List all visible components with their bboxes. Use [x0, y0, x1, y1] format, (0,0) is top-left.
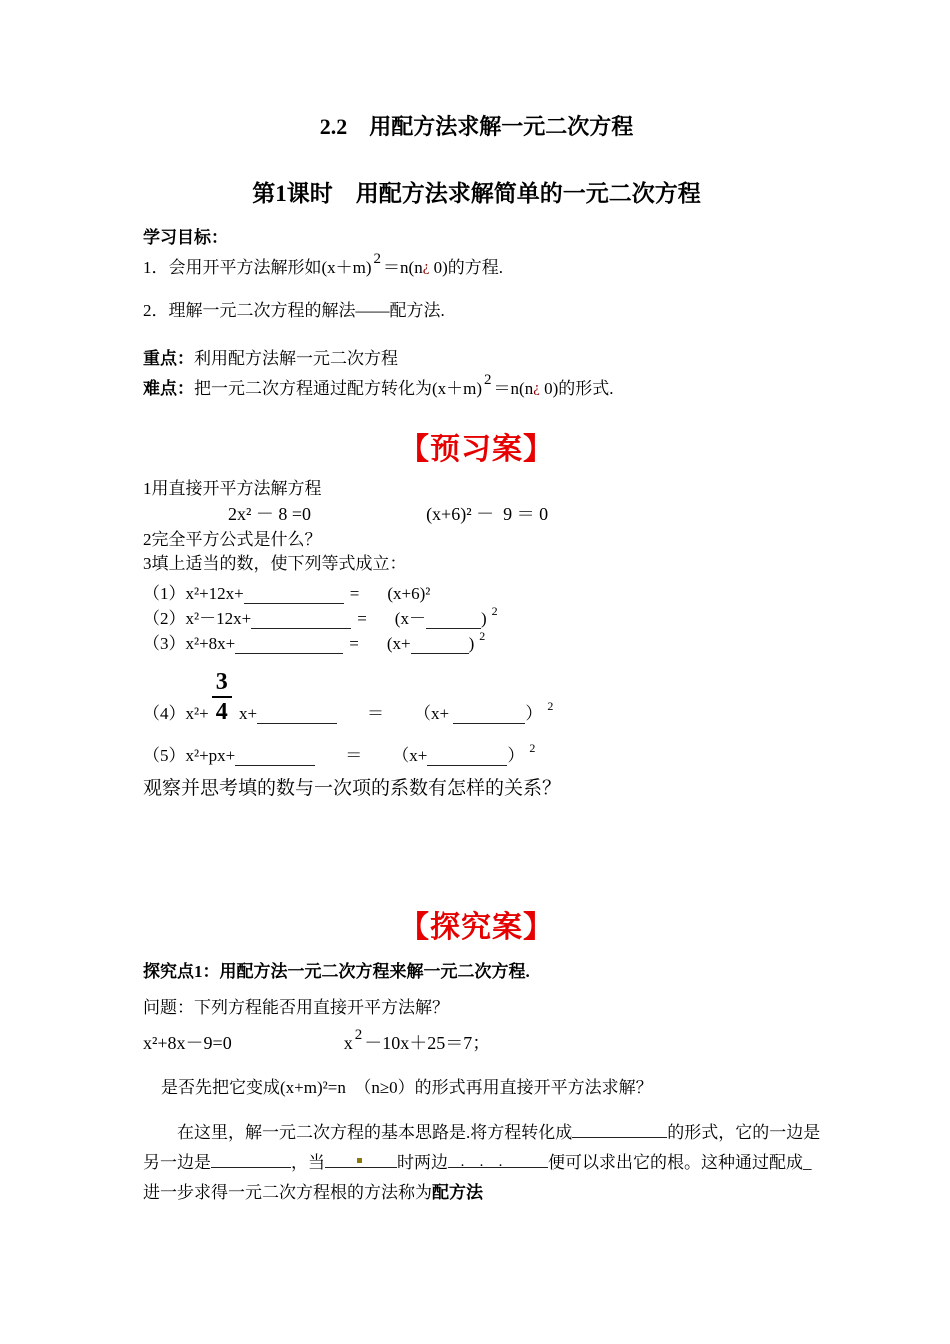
fill5-right-post: ）: [507, 746, 525, 765]
preview-q2: 2完全平方公式是什么？: [143, 530, 322, 549]
equation-1: 2x² － 8 =0: [228, 504, 312, 524]
difficulty-artifact-glyph: ¿: [533, 380, 540, 396]
fill1-left: （1）x²+12x+: [143, 584, 244, 603]
lesson-subtitle: 第1课时 用配方法求解简单的一元二次方程: [252, 181, 701, 206]
difficulty-label: 难点：: [143, 379, 194, 398]
fill4-right-pre: （x+: [414, 704, 454, 723]
key-point-text: 利用配方法解一元二次方程: [194, 349, 398, 368]
summary-line-1: [143, 1118, 821, 1148]
fill3-blank2: [411, 636, 469, 654]
fill4-exponent: 2: [547, 699, 554, 713]
observe-question: 观察并思考填的数与一次项的系数有怎样的关系？: [143, 778, 562, 799]
fill2-left: （2）x²－12x+: [143, 609, 252, 628]
goal1-artifact-glyph: ¿: [422, 259, 430, 275]
fill2-blank2: [426, 611, 481, 629]
explore-equation-1: x²+8x－9=0: [143, 1033, 232, 1053]
preview-section-header: 【预习案】: [399, 433, 554, 466]
eq2-base: x: [343, 1033, 353, 1053]
fill3-blank1: [235, 636, 343, 654]
fill5-blank2: [427, 748, 507, 766]
fraction-numerator: 3: [212, 670, 232, 698]
line3-text: 进一步求得一元二次方程根的方法称为: [143, 1183, 432, 1202]
explore-hint: 是否先把它变成(x+m)²=n （n≥0）的形式再用直接开平方法求解？: [161, 1078, 653, 1097]
fill1-blank: [244, 586, 344, 604]
goal1-pre: 1．会用开平方法解形如(x＋m): [143, 258, 372, 277]
eq2-exponent: 2: [354, 1027, 363, 1043]
goal1-exponent: 2: [373, 251, 382, 267]
explore-point-1: 探究点1：用配方法一元二次方程来解一元二次方程.: [143, 962, 530, 981]
fill5-right-pre: （x+: [392, 746, 428, 765]
difficulty-post: 0)的形式.: [539, 379, 614, 398]
line2-blank2: [325, 1150, 397, 1168]
fill2-right-post: ): [480, 609, 487, 628]
fill2-exponent: 2: [491, 604, 498, 618]
explore-equations-row: [143, 1024, 810, 1064]
goal1-post: 0)的方程.: [429, 258, 504, 277]
goal-item-2: 2．理解一元二次方程的解法——配方法.: [143, 301, 445, 320]
fill4-left: （4）x²+: [143, 704, 209, 723]
equation-2: (x+6)² － 9 ＝ 0: [426, 504, 549, 524]
goal-item-1: [143, 252, 810, 285]
line2-blank3: [448, 1150, 548, 1174]
fraction-three-fourths: [212, 670, 232, 724]
fill2-right-pre: (x－: [394, 609, 426, 628]
line2-text-c: 时两边: [397, 1153, 448, 1172]
difficulty-pre: 把一元二次方程通过配方转化为(x＋m): [194, 379, 483, 398]
fraction-denominator: 4: [215, 699, 228, 725]
explore-section-header: 【探究案】: [399, 911, 554, 944]
fill1-right: (x+6)²: [387, 584, 431, 603]
fill5-blank1: [235, 748, 315, 766]
fill3-exponent: 2: [479, 629, 486, 643]
fill4-blank1: [257, 706, 337, 724]
fill3-right-pre: (x+: [386, 634, 411, 653]
summary-paragraph: [143, 1118, 821, 1208]
summary-line-2: [143, 1148, 810, 1178]
fill4-mid: x+: [234, 704, 258, 723]
line2-text-a: 另一边是: [143, 1153, 211, 1172]
emphasis-dots: ···: [460, 1158, 517, 1174]
fill2-equals: =: [357, 609, 367, 628]
preview-q3: 3填上适当的数，使下列等式成立：: [143, 554, 407, 573]
fill4-right-post: ）: [525, 704, 543, 723]
fill3-left: （3）x²+8x+: [143, 634, 236, 653]
fill-item-1: [143, 579, 810, 604]
key-point-line: [143, 347, 810, 371]
eq2-rest: －10x＋25＝7；: [364, 1033, 491, 1053]
key-point-label: 重点：: [143, 349, 194, 368]
fill3-equals: =: [349, 634, 359, 653]
fill1-equals: =: [349, 584, 360, 603]
preview-q1: 1用直接开平方法解方程: [143, 479, 322, 498]
fill5-equals: ＝: [345, 746, 363, 765]
fill-item-4: [143, 654, 810, 724]
summary-line-3: [143, 1178, 810, 1208]
goals-heading: 学习目标：: [143, 228, 228, 247]
line2-text-b: ，当: [291, 1153, 325, 1172]
difficulty-mid: ＝n(n: [493, 379, 534, 398]
explore-equation-2: [343, 1027, 491, 1053]
fill2-blank1: [251, 611, 351, 629]
line1-blank: [572, 1120, 667, 1138]
fill3-right-post: ): [468, 634, 475, 653]
line1-text-a: 在这里，解一元二次方程的基本思路是.将方程转化成: [177, 1123, 573, 1142]
difficulty-exponent: 2: [484, 372, 492, 388]
fill4-blank2: [453, 706, 525, 724]
line2-text-d: 便可以求出它的根。这种通过配成_: [548, 1153, 812, 1172]
explore-question: 问题：下列方程能否用直接开平方法解？: [143, 998, 449, 1017]
line2-blank1: [211, 1150, 291, 1168]
preview-equations-row: [143, 502, 810, 526]
goal1-mid: ＝n(n: [383, 258, 423, 277]
fill-item-3: [143, 629, 810, 654]
fill5-left: （5）x²+px+: [143, 746, 236, 765]
fill-item-5: [143, 740, 810, 766]
method-name-bold: 配方法: [432, 1183, 483, 1202]
fill4-equals: ＝: [367, 704, 385, 723]
fill5-exponent: 2: [529, 741, 536, 755]
difficulty-line: [143, 373, 810, 406]
line1-text-b: 的形式，它的一边是: [667, 1123, 821, 1142]
fill-item-2: [143, 604, 810, 629]
olive-dot-artifact: [357, 1158, 362, 1163]
document-title: 2.2 用配方法求解一元二次方程: [319, 114, 634, 139]
